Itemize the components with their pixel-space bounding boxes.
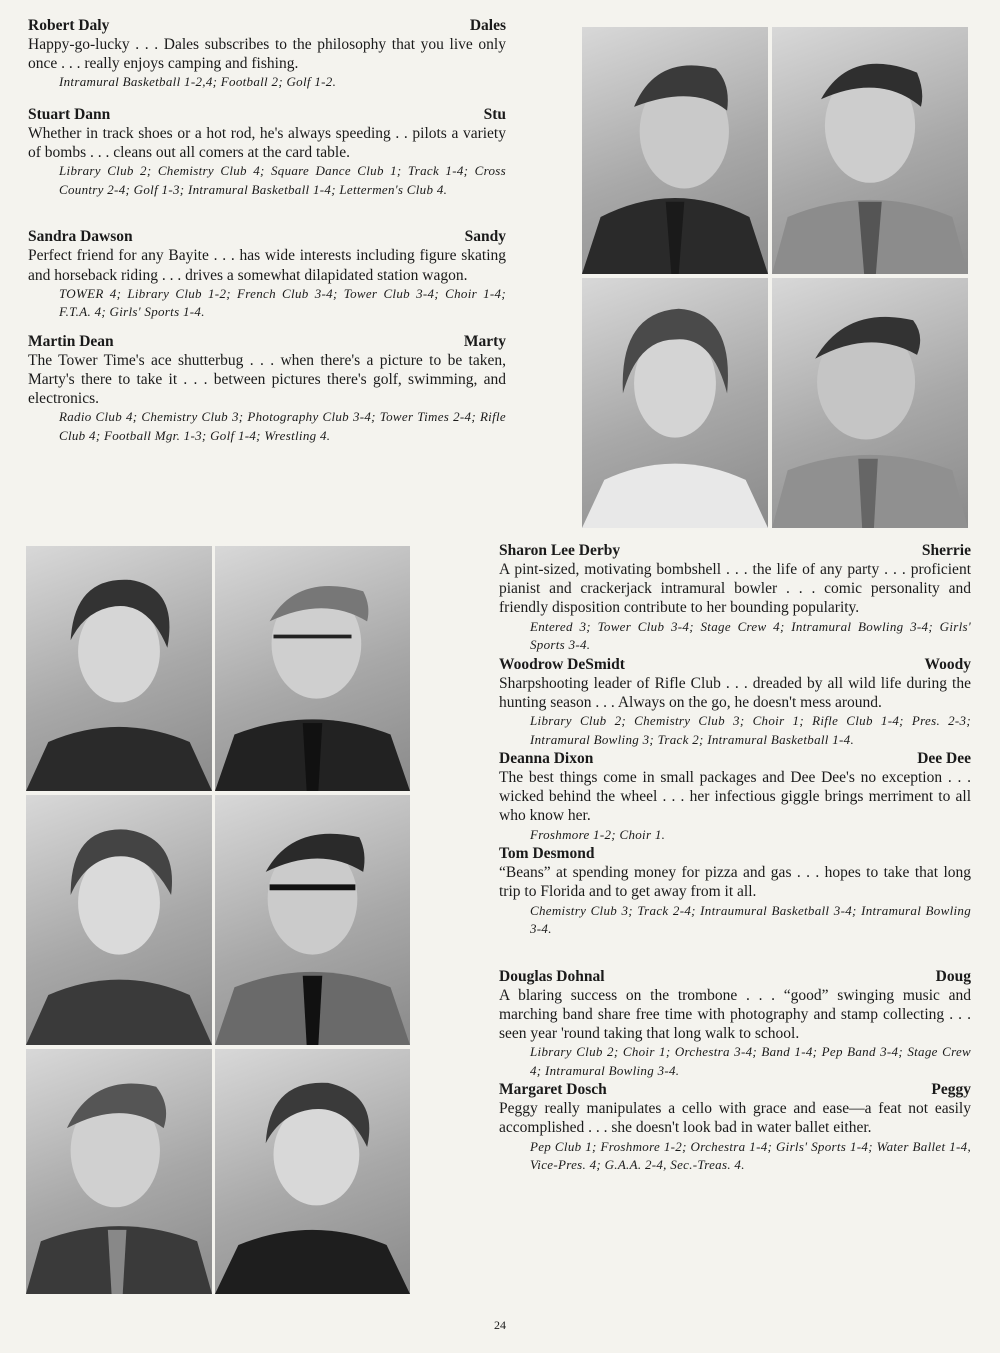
student-name: Sharon Lee Derby	[499, 542, 621, 559]
left-text-column	[28, 16, 506, 445]
student-name: Sandra Dawson	[28, 228, 133, 246]
student-activities: Library Club 2; Choir 1; Orchestra 3-4; Band 1-4; Pep Band 3-4; Stage Crew 4; Intramural Bowling 3-4.	[530, 1044, 971, 1078]
student-name: Douglas Dohnal	[499, 967, 605, 985]
student-bio: Whether in track shoes or a hot rod, he's always speeding . . pilots a variety of bombs . . . cleans out all comers at the card table.	[28, 124, 506, 162]
student-nickname: Marty	[463, 332, 506, 350]
entry-header	[499, 1080, 971, 1099]
portrait-photo	[26, 1049, 212, 1294]
student-activities: Froshmore 1-2; Choir 1.	[530, 826, 666, 842]
student-activities: Chemistry Club 3; Track 2-4; Intraumural Basketball 3-4; Intramural Bowling 3-4.	[530, 902, 971, 937]
entry-header	[499, 749, 971, 768]
student-bio: “Beans” at spending money for pizza and gas . . . hopes to take that long trip to Florida and to get away from it all.	[499, 864, 971, 901]
portrait-photo	[215, 1049, 410, 1294]
senior-entry-sandra-dawson	[28, 227, 506, 321]
student-nickname: Doug	[935, 967, 971, 985]
student-name: Stuart Dann	[28, 105, 111, 123]
entry-header	[28, 227, 506, 246]
student-nickname: Dales	[469, 17, 506, 34]
senior-entry-stuart-dann	[28, 105, 506, 199]
student-bio: A pint-sized, motivating bombshell . . . the life of any party . . . proficient pianist and crackerjack intramural bowler . . . comic personality and friendly disposition contribute to her bounding popularity.	[499, 561, 971, 617]
right-text-column	[499, 541, 971, 1175]
student-nickname: Sherrie	[921, 542, 971, 559]
senior-entry-robert-daly	[28, 16, 506, 92]
senior-entry-deanna-dixon	[499, 749, 971, 844]
student-name: Martin Dean	[28, 332, 114, 350]
student-name: Margaret Dosch	[499, 1081, 607, 1099]
page-number: 24	[494, 1318, 506, 1332]
student-nickname: Peggy	[931, 1081, 971, 1099]
student-bio: The Tower Time's ace shutterbug . . . when there's a picture to be taken, Marty's there to take it . . . between pictures there's golf, swimming, and electronics.	[28, 351, 506, 408]
entry-header	[499, 541, 971, 560]
senior-entry-sharon-lee-derby	[499, 541, 971, 655]
portrait-photo	[26, 546, 212, 791]
student-nickname: Woody	[924, 655, 971, 673]
student-activities: Entered 3; Tower Club 3-4; Stage Crew 4; Intramural Bowling 3-4; Girls' Sports 3-4.	[530, 618, 971, 653]
portrait-photo	[772, 278, 968, 528]
senior-entry-woodrow-desmidt	[499, 655, 971, 749]
student-activities: Library Club 2; Chemistry Club 3; Choir 1; Rifle Club 1-4; Pres. 2-3; Intramural Bowling 3; Track 2; Intramural Basketball 1-4.	[530, 713, 971, 747]
entry-header	[499, 655, 971, 674]
entry-header	[499, 967, 971, 986]
student-name: Deanna Dixon	[499, 750, 594, 768]
student-nickname: Stu	[483, 105, 506, 123]
student-activities: Intramural Basketball 1-2,4; Football 2; Golf 1-2.	[59, 74, 337, 90]
student-activities: TOWER 4; Library Club 1-2; French Club 3-4; Tower Club 3-4; Choir 1-4; F.T.A. 4; Girls' Sports 1-4.	[59, 285, 506, 320]
portrait-photo	[215, 546, 410, 791]
entry-header	[28, 16, 506, 35]
student-nickname: Dee Dee	[917, 750, 971, 768]
student-activities: Library Club 2; Chemistry Club 4; Square Dance Club 1; Track 1-4; Cross Country 2-4; Golf 1-3; Intramural Basketball 1-4; Lettermen's Club 4.	[59, 163, 506, 197]
portrait-photo	[26, 795, 212, 1045]
top-right-photo-grid	[582, 27, 968, 528]
portrait-photo	[215, 795, 410, 1045]
student-nickname: Sandy	[464, 228, 506, 246]
bottom-left-photo-grid	[26, 546, 410, 1294]
entry-header	[499, 844, 971, 863]
student-name: Tom Desmond	[499, 845, 595, 863]
student-activities: Pep Club 1; Froshmore 1-2; Orchestra 1-4; Girls' Sports 1-4; Water Ballet 1-4, Vice-Pres. 4; G.A.A. 2-4, Sec.-Treas. 4.	[530, 1138, 971, 1173]
student-bio: Peggy really manipulates a cello with grace and ease—a feat not easily accomplished . . . she doesn't look bad in water ballet either.	[499, 1100, 971, 1137]
senior-entry-martin-dean	[28, 332, 506, 446]
student-bio: Sharpshooting leader of Rifle Club . . . dreaded by all wild life during the hunting season . . . Always on the go, he doesn't mess around.	[499, 674, 971, 711]
portrait-photo	[582, 278, 768, 528]
student-bio: The best things come in small packages and Dee Dee's no exception . . . wicked behind the wheel . . . her infectious giggle brings merriment to all who know her.	[499, 769, 971, 825]
entry-header	[28, 332, 506, 351]
student-bio: Happy-go-lucky . . . Dales subscribes to the philosophy that you live only once . . . really enjoys camping and fishing.	[28, 36, 506, 73]
student-name: Robert Daly	[28, 17, 110, 34]
senior-entry-margaret-dosch	[499, 1080, 971, 1174]
entry-header	[28, 105, 506, 124]
portrait-photo	[772, 27, 968, 274]
student-activities: Radio Club 4; Chemistry Club 3; Photography Club 3-4; Tower Times 2-4; Rifle Club 4; Football Mgr. 1-3; Golf 1-4; Wrestling 4.	[59, 409, 506, 443]
student-bio: A blaring success on the trombone . . . “good” swinging music and marching band share free time with photography and stamp collecting . . . seen year 'round taking that long walk to school.	[499, 986, 971, 1042]
student-bio: Perfect friend for any Bayite . . . has wide interests including figure skating and horseback riding . . . drives a somewhat dilapidated station wagon.	[28, 247, 506, 284]
senior-entry-tom-desmond	[499, 844, 971, 938]
student-name: Woodrow DeSmidt	[499, 655, 625, 673]
portrait-photo	[582, 27, 768, 274]
senior-entry-douglas-dohnal	[499, 967, 971, 1081]
